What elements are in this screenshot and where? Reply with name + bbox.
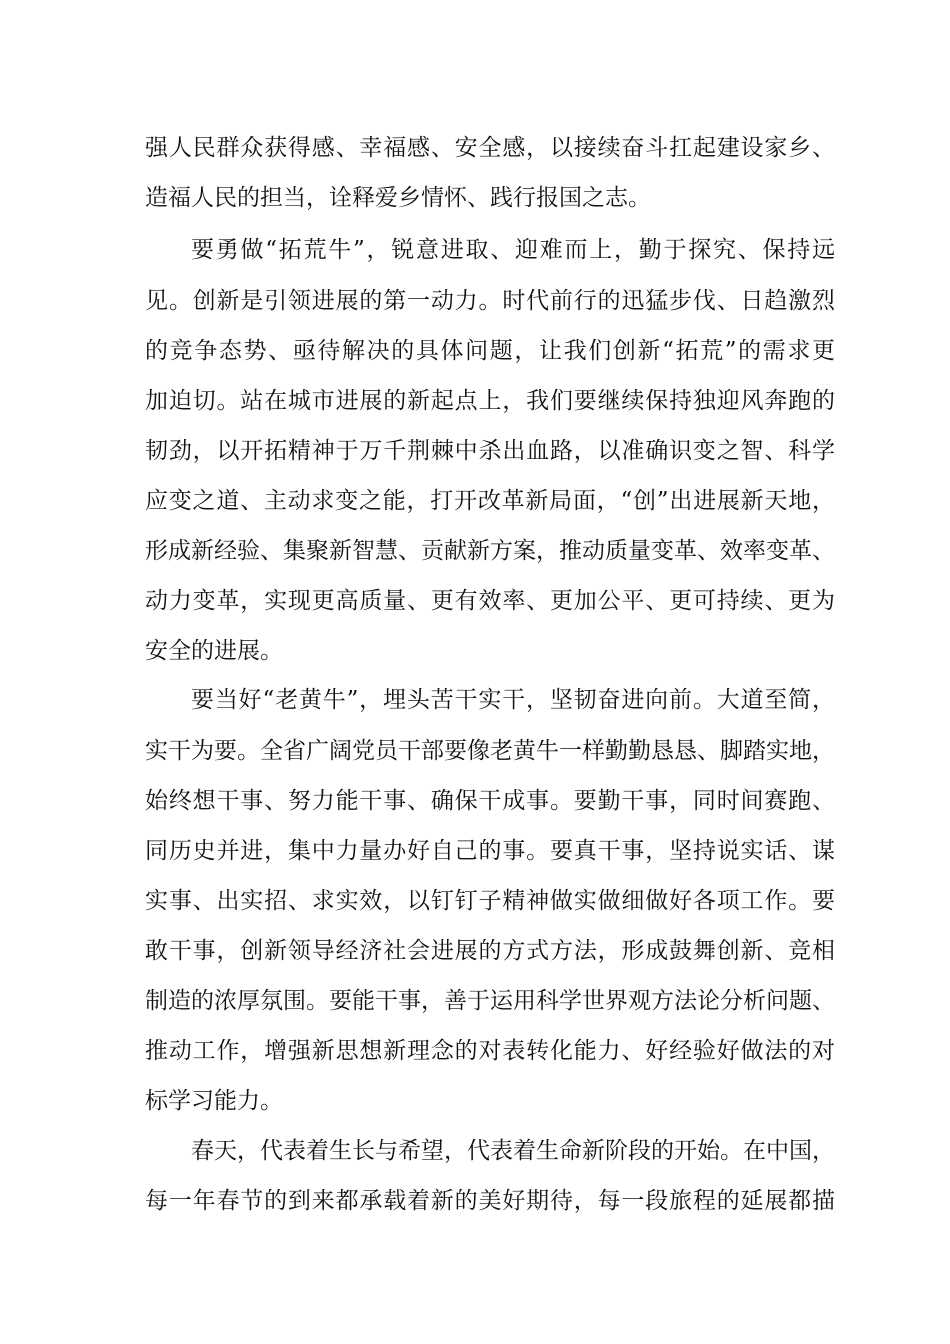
text-line: 敢干事，创新领导经济社会进展的方式方法，形成鼓舞创新、竞相 xyxy=(145,938,835,964)
text-line: 实干为要。全省广阔党员干部要像老黄牛一样勤勤恳恳、脚踏实地， xyxy=(145,738,835,764)
text-line: 应变之道、主动求变之能，打开改革新局面，“创”出进展新天地， xyxy=(145,488,835,514)
text-line: 强人民群众获得感、幸福感、安全感，以接续奋斗扛起建设家乡、 xyxy=(145,135,835,161)
text-line: 韧劲，以开拓精神于万千荆棘中杀出血路，以准确识变之智、科学 xyxy=(145,438,835,464)
text-line: 安全的进展。 xyxy=(145,638,283,664)
paragraph-first-line: 要勇做“拓荒牛”，锐意进取、迎难而上，勤于探究、保持远 xyxy=(191,237,835,263)
text-line: 见。创新是引领进展的第一动力。时代前行的迅猛步伐、日趋激烈 xyxy=(145,288,835,314)
text-line: 的竞争态势、亟待解决的具体问题，让我们创新“拓荒”的需求更 xyxy=(145,338,835,364)
text-line: 制造的浓厚氛围。要能干事，善于运用科学世界观方法论分析问题、 xyxy=(145,988,835,1014)
text-line: 造福人民的担当，诠释爱乡情怀、践行报国之志。 xyxy=(145,185,651,211)
text-line: 加迫切。站在城市进展的新起点上，我们要继续保持独迎风奔跑的 xyxy=(145,388,835,414)
text-line: 实事、出实招、求实效，以钉钉子精神做实做细做好各项工作。要 xyxy=(145,888,835,914)
text-line: 推动工作，增强新思想新理念的对表转化能力、好经验好做法的对 xyxy=(145,1038,835,1064)
text-line: 动力变革，实现更高质量、更有效率、更加公平、更可持续、更为 xyxy=(145,588,835,614)
text-line: 每一年春节的到来都承载着新的美好期待，每一段旅程的延展都描 xyxy=(145,1188,835,1214)
text-line: 标学习能力。 xyxy=(145,1088,283,1114)
paragraph-first-line: 春天，代表着生长与希望，代表着生命新阶段的开始。在中国， xyxy=(191,1138,835,1164)
text-line: 同历史并进，集中力量办好自己的事。要真干事，坚持说实话、谋 xyxy=(145,838,835,864)
text-line: 始终想干事、努力能干事、确保干成事。要勤干事，同时间赛跑、 xyxy=(145,788,835,814)
paragraph-first-line: 要当好“老黄牛”，埋头苦干实干，坚韧奋进向前。大道至简， xyxy=(191,687,835,713)
text-line: 形成新经验、集聚新智慧、贡献新方案，推动质量变革、效率变革、 xyxy=(145,538,835,564)
